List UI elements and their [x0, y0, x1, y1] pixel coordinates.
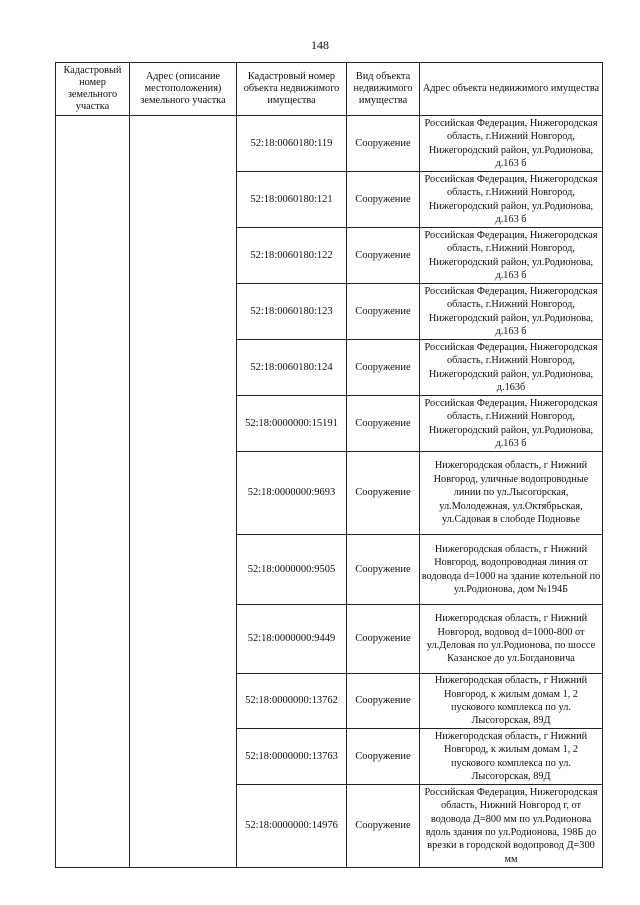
object-type: Сооружение [347, 605, 420, 674]
object-type: Сооружение [347, 535, 420, 605]
header-object-cadastral-number: Кадастровый номер объекта недвижимого имущества [237, 63, 347, 116]
land-cadastral-number-cell [56, 116, 130, 868]
object-cadastral-number: 52:18:0000000:13762 [237, 674, 347, 729]
object-type: Сооружение [347, 396, 420, 452]
object-type: Сооружение [347, 729, 420, 785]
object-address: Нижегородская область, г Нижний Новгород, к жилым домам 1, 2 пускового комплекса по ул. Лысогорская, 89Д [420, 729, 603, 785]
object-cadastral-number: 52:18:0000000:13763 [237, 729, 347, 785]
object-type: Сооружение [347, 452, 420, 535]
object-cadastral-number: 52:18:0060180:119 [237, 116, 347, 172]
object-cadastral-number: 52:18:0060180:124 [237, 340, 347, 396]
header-land-address: Адрес (описание местоположения) земельного участка [130, 63, 237, 116]
object-type: Сооружение [347, 116, 420, 172]
object-type: Сооружение [347, 674, 420, 729]
object-cadastral-number: 52:18:0000000:14976 [237, 785, 347, 868]
object-address: Нижегородская область, г Нижний Новгород, водовод d=1000-800 от ул.Деловая по ул.Родионова, по шоссе Казанское до ул.Богдановича [420, 605, 603, 674]
object-address: Российская Федерация, Нижегородская область, г.Нижний Новгород, Нижегородский район, ул.Родионова, д.163 б [420, 228, 603, 284]
object-cadastral-number: 52:18:0060180:121 [237, 172, 347, 228]
object-type: Сооружение [347, 340, 420, 396]
object-type: Сооружение [347, 785, 420, 868]
object-address: Нижегородская область, г Нижний Новгород, уличные водопроводные линии по ул.Лысогорская, ул.Молодежная, ул.Октябрьская, ул.Садовая в слободе Подновье [420, 452, 603, 535]
object-address: Российская Федерация, Нижегородская область, г.Нижний Новгород, Нижегородский район, ул.Родионова, д.163 б [420, 172, 603, 228]
object-address: Российская Федерация, Нижегородская область, г.Нижний Новгород, Нижегородский район, ул.Родионова, д.163 б [420, 116, 603, 172]
table-row [56, 116, 603, 172]
object-address: Российская Федерация, Нижегородская область, г.Нижний Новгород, Нижегородский район, ул.Родионова, д.163б [420, 340, 603, 396]
header-land-cadastral-number: Кадастровый номер земельного участка [56, 63, 130, 116]
object-cadastral-number: 52:18:0000000:9505 [237, 535, 347, 605]
object-type: Сооружение [347, 172, 420, 228]
object-address: Нижегородская область, г Нижний Новгород, водопроводная линия от водовода d=1000 на здание котельной по ул.Родионова, дом №194Б [420, 535, 603, 605]
object-cadastral-number: 52:18:0060180:123 [237, 284, 347, 340]
table-header-row [56, 63, 603, 116]
header-object-address: Адрес объекта недвижимого имущества [420, 63, 603, 116]
object-type: Сооружение [347, 284, 420, 340]
page-number: 148 [311, 38, 329, 52]
object-address: Российская Федерация, Нижегородская область, г.Нижний Новгород, Нижегородский район, ул.Родионова, д.163 б [420, 284, 603, 340]
object-address: Нижегородская область, г Нижний Новгород, к жилым домам 1, 2 пускового комплекса по ул. Лысогорская, 89Д [420, 674, 603, 729]
object-address: Российская Федерация, Нижегородская область, Нижний Новгород г, от водовода Д=800 мм по ул.Родионова вдоль здания по ул.Родионова, 198Б до врезки в городской водопровод Д=300 мм [420, 785, 603, 868]
object-cadastral-number: 52:18:0000000:9693 [237, 452, 347, 535]
object-type: Сооружение [347, 228, 420, 284]
object-cadastral-number: 52:18:0060180:122 [237, 228, 347, 284]
object-cadastral-number: 52:18:0000000:9449 [237, 605, 347, 674]
object-cadastral-number: 52:18:0000000:15191 [237, 396, 347, 452]
property-table [55, 62, 603, 868]
object-address: Российская Федерация, Нижегородская область, г.Нижний Новгород, Нижегородский район, ул.Родионова, д.163 б [420, 396, 603, 452]
land-address-cell [130, 116, 237, 868]
header-object-type: Вид объекта недвижимого имущества [347, 63, 420, 116]
